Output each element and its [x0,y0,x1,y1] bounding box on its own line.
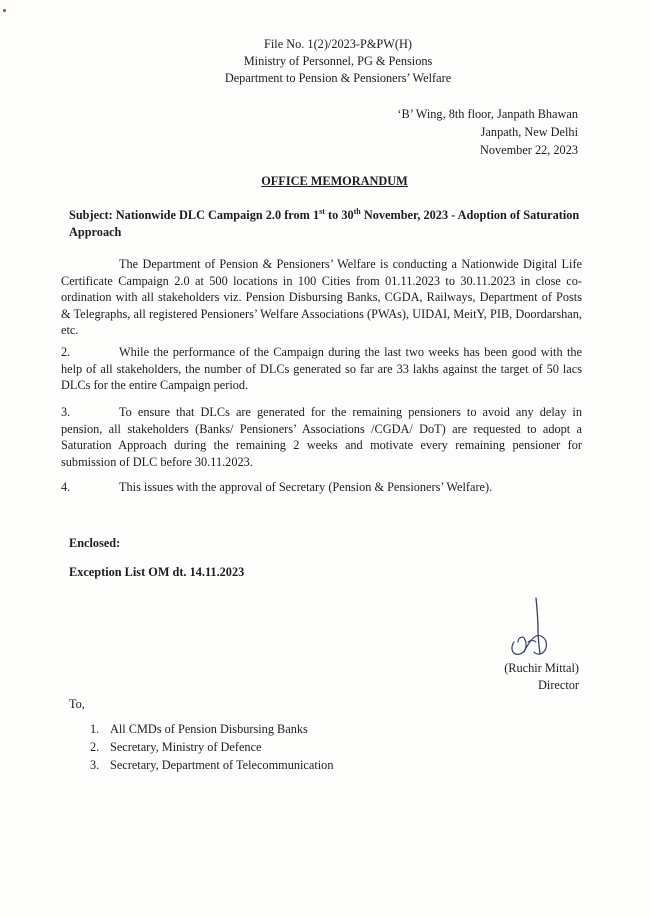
address-line-1: ‘B’ Wing, 8th floor, Janpath Bhawan [397,107,578,121]
red-dot-mark [3,9,6,12]
department-name: Department to Pension & Pensioners’ Welfare [224,71,452,85]
enclosed-label: Enclosed: [69,536,121,550]
paragraph-number: 2. [61,345,71,359]
letterhead [0,36,650,87]
address-line-2: Janpath, New Delhi [480,125,578,139]
memo-title: OFFICE MEMORANDUM [261,174,408,188]
paragraph-2: 2. While the performance of the Campaign during the last two weeks has been good with the help of all stakeholders, the number of DLCs generated so far are 33 lakhs against the target of 50 lacs DLCs for the entire Campaign period. [61,345,582,392]
subject-line: Subject: Nationwide DLC Campaign 2.0 from 1st to 30th November, 2023 - Adoption of Saturation Approach [69,206,580,239]
paragraph-4: 4. This issues with the approval of Secretary (Pension & Pensioners’ Welfare). [61,480,493,494]
paragraph-1: The Department of Pension & Pensioners’ Welfare is conducting a Nationwide Digital Life Certificate Campaign 2.0 at 500 locations in 100 Cities from 01.11.2023 to 30.11.2023 in close co-ordination with all stakeholders viz. Pension Disbursing Banks, CGDA, Railways, Department of Posts & Telegraphs, all registered Pensioners’ Welfare Associations (PWAs), UIDAI, MeitY, PIB, Doordarshan, etc. [61,257,582,337]
list-item: 3. Secretary, Department of Telecommunication [90,758,334,772]
list-item: 2. Secretary, Ministry of Defence [90,740,262,754]
signatory-designation: Director [538,678,579,692]
signature-image [506,596,552,662]
office-address [397,105,578,159]
signatory-block [504,660,579,694]
enclosure-item: Exception List OM dt. 14.11.2023 [69,565,245,579]
file-number: File No. 1(2)/2023-P&PW(H) [264,37,412,51]
signatory-name: (Ruchir Mittal) [504,661,579,675]
list-item: 1. All CMDs of Pension Disbursing Banks [90,722,308,736]
memo-date: November 22, 2023 [479,143,578,157]
paragraph-3: 3. To ensure that DLCs are generated for the remaining pensioners to avoid any delay in pension, all stakeholders (Banks/ Pensioners’ Associations /CGDA/ DoT) are requested to adopt a Saturation Approach during the remaining 2 weeks and motivate every remaining pensioner for submission of DLC before 30.11.2023. [61,405,582,469]
paragraph-number: 3. [61,405,71,419]
ministry-name: Ministry of Personnel, PG & Pensions [243,54,433,68]
to-label: To, [69,697,85,711]
recipient-list [90,720,333,774]
paragraph-number: 4. [61,480,71,494]
